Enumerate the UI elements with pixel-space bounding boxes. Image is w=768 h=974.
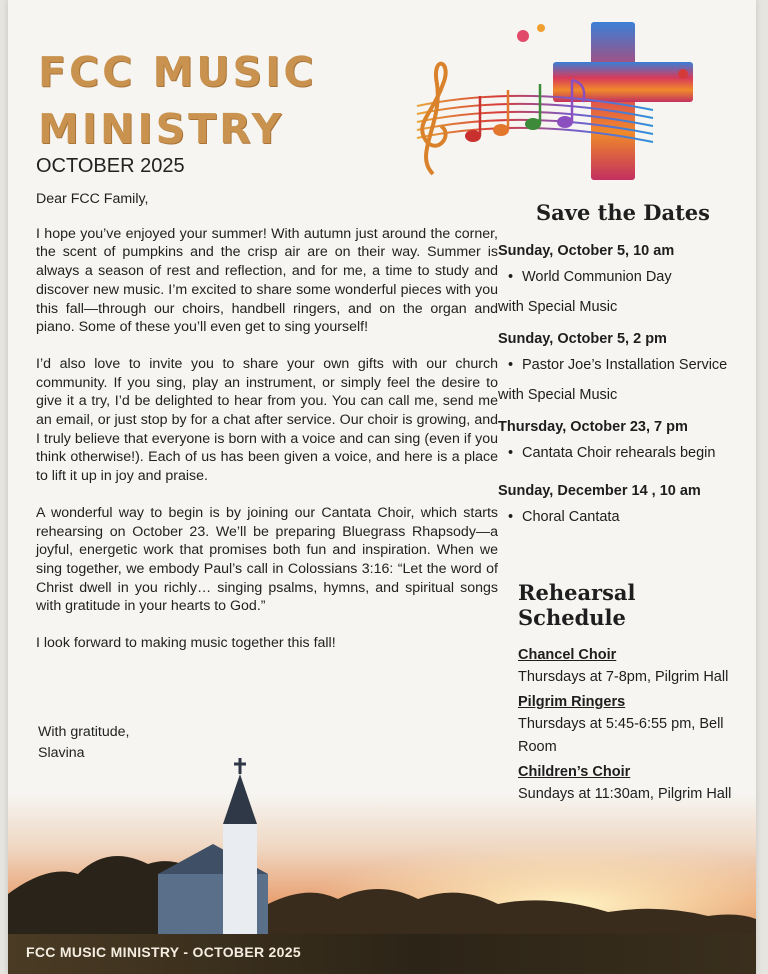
letter-paragraph: I hope you’ve enjoyed your summer! With autumn just around the corner, the scent of pumpkins and the crisp air are on their way. Summer is always a season of rest and reflection, and for me, a time to study and discover new music. I’m excited to share some wonderful pieces with you this fall—through our choirs, handbell ringers, and on the organ and piano. Some of these you’ll even get to sing yourself! <box>36 225 498 336</box>
group-time: Thursdays at 5:45-6:55 pm, Bell Room <box>518 716 724 755</box>
save-the-dates-section <box>498 200 748 533</box>
letter-paragraph: A wonderful way to begin is by joining our Cantata Choir, which starts rehearsing on October 23. We’ll be preparing Bluegrass Rhapsody—a joyful, energetic work that promises both fun and inspiration. When we sing together, we embody Paul’s call in Colossians 3:16: “Let the word of Christ dwell in you richly… singing psalms, hymns, and spiritual songs with gratitude in your hearts to God.” <box>36 504 498 615</box>
signature-name: Slavina <box>38 745 85 761</box>
issue-date: OCTOBER 2025 <box>36 155 185 177</box>
title-line-1: FCC MUSIC <box>38 48 317 96</box>
event-item-label: Pastor Joe’s Installation Service <box>522 357 728 373</box>
event-date: Thursday, October 23, 7 pm <box>498 419 688 435</box>
closing-text: With gratitude, <box>38 724 130 740</box>
letter-greeting: Dear FCC Family, <box>36 191 149 207</box>
event-item-label: World Communion Day <box>522 269 672 285</box>
group-name: Pilgrim Ringers <box>518 694 626 710</box>
title-line-2: MINISTRY <box>38 105 285 153</box>
footer-text: FCC MUSIC MINISTRY - OCTOBER 2025 <box>26 944 301 960</box>
newsletter-title <box>38 44 316 158</box>
bullet-icon: • <box>508 445 514 461</box>
bullet-icon: • <box>508 269 514 285</box>
bullet-icon: • <box>508 509 514 525</box>
event-item <box>498 437 748 469</box>
event-item <box>498 261 748 293</box>
group-time: Sundays at 11:30am, Pilgrim Hall <box>518 786 732 802</box>
event-item-continued: with Special Music <box>498 387 618 403</box>
event-item-continued: with Special Music <box>498 299 618 315</box>
event-item <box>498 349 748 381</box>
event-item-label: Cantata Choir rehearals begin <box>522 445 716 461</box>
event-date: Sunday, October 5, 10 am <box>498 243 675 259</box>
group-time: Thursdays at 7-8pm, Pilgrim Hall <box>518 669 729 685</box>
bullet-icon: • <box>508 357 514 373</box>
rehearsal-heading: Rehearsal Schedule <box>518 580 636 630</box>
newsletter-page <box>8 0 756 974</box>
group-name: Children’s Choir <box>518 764 631 780</box>
music-notes-cross-icon <box>403 14 713 194</box>
letter-body <box>36 190 498 671</box>
save-the-dates-heading: Save the Dates <box>536 200 710 225</box>
rehearsal-schedule-section <box>518 580 748 806</box>
letter-paragraph: I’d also love to invite you to share your own gifts with our church community. If you sing, play an instrument, or simply feel the desire to give it a try, I’d be delighted to hear from you. You can call me, send me an email, or just stop by for a chat after service. Our choir is growing, and I truly believe that everyone is born with a voice and can sing (even if you think otherwise!). Each of us has been given a voice, and here is a place to lift it up in joy and praise. <box>36 355 498 485</box>
event-date: Sunday, October 5, 2 pm <box>498 331 667 347</box>
event-item <box>498 501 748 533</box>
event-date: Sunday, December 14 , 10 am <box>498 483 701 499</box>
letter-paragraph: I look forward to making music together this fall! <box>36 635 336 652</box>
group-name: Chancel Choir <box>518 647 617 663</box>
event-item-label: Choral Cantata <box>522 509 620 525</box>
